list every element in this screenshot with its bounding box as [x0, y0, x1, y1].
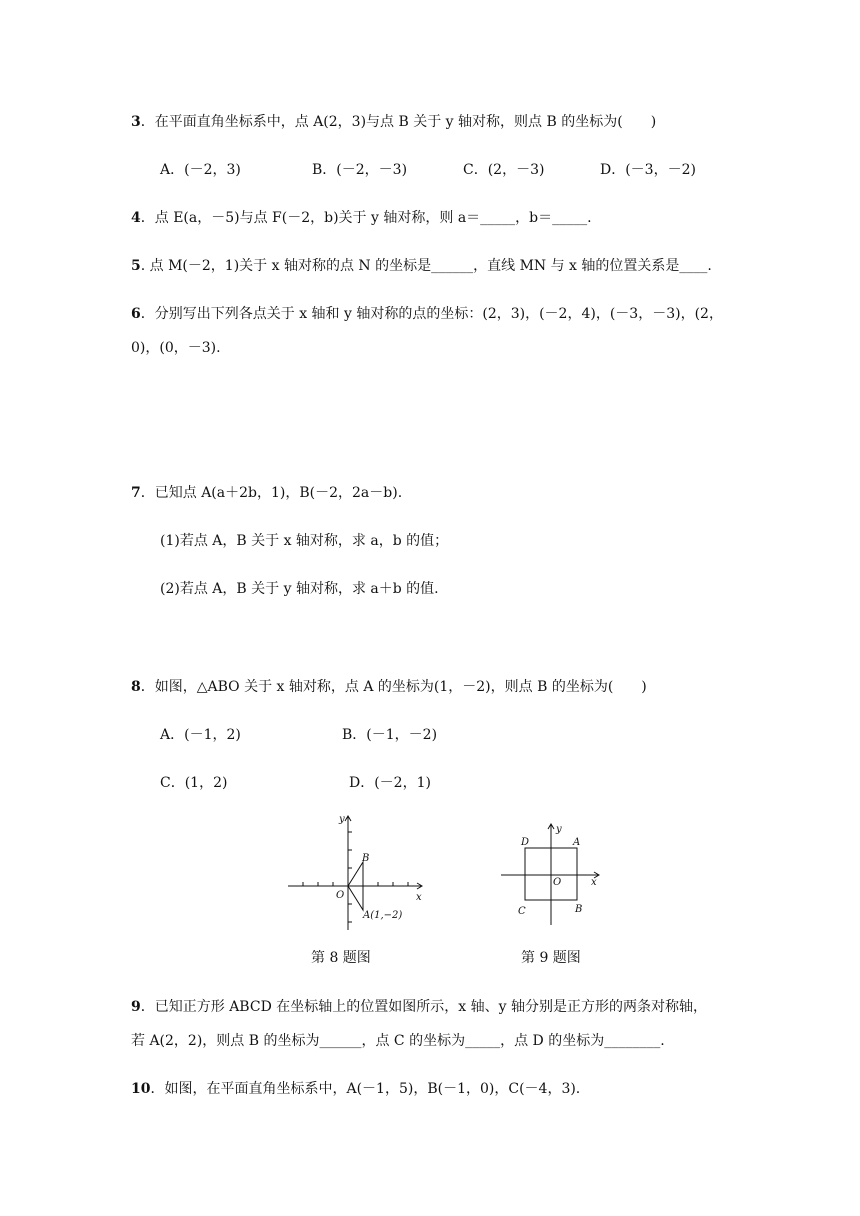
question-9	[131, 998, 707, 1016]
option-b: B．(－1，－2)	[342, 727, 438, 743]
option-b: B．(－2，－3)	[312, 162, 408, 178]
fig9-point-d-label: D	[521, 837, 530, 848]
question-7-part-2: (2)若点 A，B 关于 y 轴对称，求 a＋b 的值.	[160, 581, 439, 597]
question-number: 6	[131, 306, 141, 322]
question-number: 5	[131, 258, 141, 274]
question-6	[131, 305, 723, 323]
fig8-x-label: x	[416, 892, 422, 903]
fig9-origin-label: O	[553, 877, 562, 888]
figure-8-caption: 第 8 题图	[311, 950, 371, 966]
fig9-point-c-label: C	[518, 906, 526, 917]
option-d: D．(－2，1)	[349, 775, 431, 791]
question-7	[131, 484, 402, 502]
fig8-point-b-label: B	[362, 853, 370, 864]
option-a: A．(－2，3)	[160, 162, 241, 178]
question-9-continued: 若 A(2，2)，则点 B 的坐标为______，点 C 的坐标为_____，点 D 的坐标为________.	[131, 1033, 665, 1049]
question-number: 7	[131, 485, 141, 501]
option-a: A．(－1，2)	[160, 727, 241, 743]
figure-9-caption: 第 9 题图	[521, 950, 581, 966]
fig8-y-label: y	[339, 814, 345, 825]
option-d: D．(－3，－2)	[600, 162, 696, 178]
question-6-continued: 0)，(0，－3).	[131, 340, 221, 356]
question-text: ．如图，在平面直角坐标系中，A(－1，5)，B(－1，0)，C(－4，3).	[150, 1081, 581, 1097]
fig9-point-b-label: B	[575, 904, 583, 915]
fig8-origin-label: O	[336, 890, 345, 901]
question-4	[131, 209, 592, 227]
question-number: 3	[131, 114, 141, 130]
question-text: ．已知正方形 ABCD 在坐标轴上的位置如图所示，x 轴、y 轴分别是正方形的两条对称轴，	[140, 999, 707, 1015]
option-c: C．(1，2)	[160, 775, 228, 791]
question-5	[131, 257, 712, 275]
question-7-part-1: (1)若点 A，B 关于 x 轴对称，求 a，b 的值；	[160, 533, 449, 549]
question-number: 10	[131, 1081, 151, 1097]
question-text: ．分别写出下列各点关于 x 轴和 y 轴对称的点的坐标：(2，3)，(－2，4)，(－3，－3)，(2，	[140, 306, 723, 322]
fig9-x-label: x	[591, 877, 597, 888]
question-10	[131, 1080, 580, 1098]
question-number: 9	[131, 999, 141, 1015]
question-text: ．如图，△ABO 关于 x 轴对称，点 A 的坐标为(1，－2)，则点 B 的坐标为( )	[140, 679, 647, 695]
question-text: ．已知点 A(a＋2b，1)，B(－2，2a－b).	[140, 485, 403, 501]
fig8-point-a-label: A(1,−2)	[363, 910, 403, 921]
question-text: ．在平面直角坐标系中，点 A(2，3)与点 B 关于 y 轴对称，则点 B 的坐标为( )	[140, 114, 657, 130]
fig9-point-a-label: A	[573, 837, 581, 848]
question-text: ．点 E(a，－5)与点 F(－2，b)关于 y 轴对称，则 a＝_____，b＝_____.	[140, 210, 592, 226]
question-number: 4	[131, 210, 141, 226]
question-text: . 点 M(－2，1)关于 x 轴对称的点 N 的坐标是______，直线 MN 与 x 轴的位置关系是____.	[140, 258, 712, 274]
question-number: 8	[131, 679, 141, 695]
question-8	[131, 678, 647, 696]
fig9-y-label: y	[556, 824, 562, 835]
question-3	[131, 113, 656, 131]
option-c: C．(2，－3)	[463, 162, 545, 178]
